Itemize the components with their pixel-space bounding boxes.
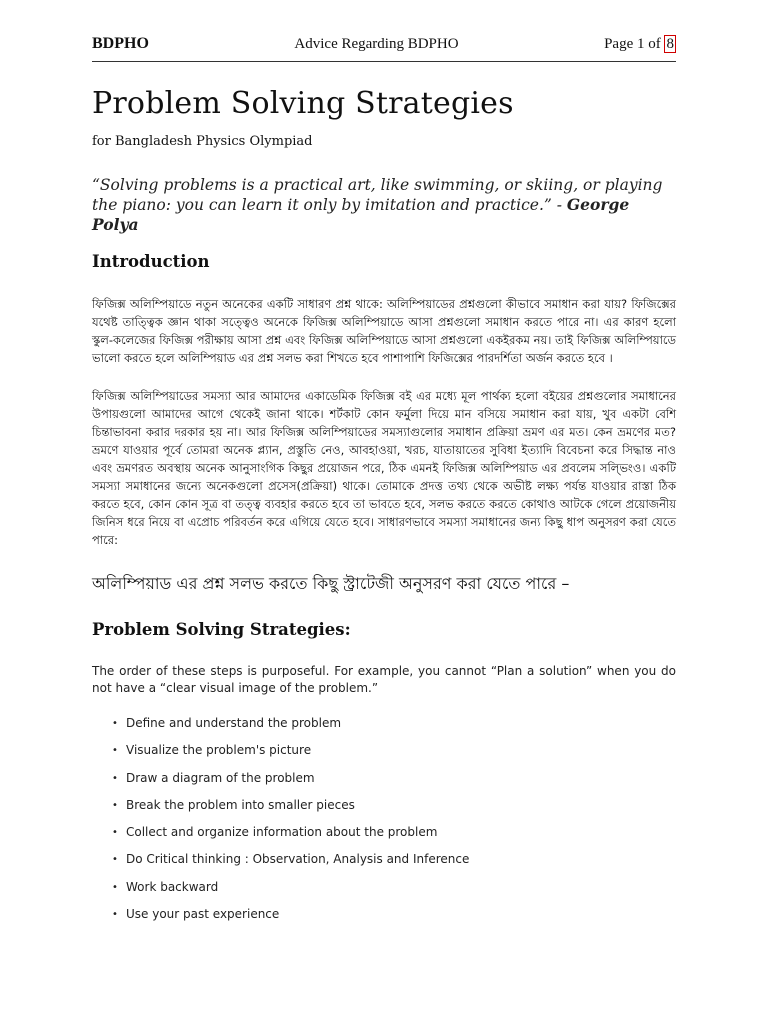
list-item-text: Define and understand the problem [126, 716, 342, 730]
bullet: • [112, 799, 118, 811]
list-item [112, 797, 469, 824]
introduction-heading: Introduction [92, 252, 210, 271]
bullet: • [112, 718, 118, 729]
list-item [112, 824, 469, 851]
document-subtitle: for Bangladesh Physics Olympiad [92, 134, 313, 149]
strategies-intro: The order of these steps is purposeful. For example, you cannot “Plan a solution” when you do not have a “clear visual image of the problem.” [92, 664, 676, 695]
bullet: • [112, 909, 118, 921]
strategies-heading: Problem Solving Strategies: [92, 620, 351, 639]
quote-author: George Polya [92, 195, 630, 234]
list-item-text: Break the problem into smaller pieces [126, 797, 355, 812]
strategy-list [112, 715, 469, 933]
bullet: • [112, 854, 118, 866]
page-indicator [604, 36, 676, 53]
page-header [92, 34, 676, 54]
bullet: • [112, 772, 118, 784]
list-item-text: Visualize the problem's picture [126, 743, 312, 758]
bullet: • [112, 881, 118, 893]
list-item-text: Do Critical thinking : Observation, Analysis and Inference [126, 852, 470, 867]
list-item [112, 906, 469, 933]
list-item [112, 715, 469, 742]
list-item [112, 742, 469, 769]
page-total: 8 [666, 35, 674, 52]
list-item-text: Use your past experience [126, 907, 280, 922]
list-item-text: Collect and organize information about the problem [126, 825, 438, 840]
epigraph-quote [92, 175, 676, 235]
header-brand: BDPHO [92, 35, 149, 52]
list-item-text: Draw a diagram of the problem [126, 770, 315, 785]
list-item [112, 851, 469, 878]
header-title: Advice Regarding BDPHO [294, 35, 459, 52]
bullet: • [112, 745, 118, 757]
list-item-text: Work backward [126, 879, 219, 894]
quote-text: “Solving problems is a practical art, like swimming, or skiing, or playing the piano: you can learn it only by imitation and practice.” - [92, 176, 663, 214]
introduction-paragraph-1: ফিজিক্স অলিম্পিয়াডে নতুন অনেকের একটি সাধারণ প্রশ্ন থাকে: অলিম্পিয়াডের প্রশ্নগুলো কীভাবে সমাধান করা যায়? ফিজিক্সের যথেষ্ট তাত্ত্বিক জ্ঞান থাকা সত্ত্বেও অনেকে ফিজিক্স অলিম্পিয়াডে আসা প্রশ্নগুলো সমাধান করতে পারে না। এর কারণ হলো স্কুল-কলেজের ফিজিক্স পরীক্ষায় আসা প্রশ্ন এবং ফিজিক্স অলিম্পিয়াডে আসা প্রশ্নগুলো একইরকম নয়। তাই ফিজিক্স অলিম্পিয়াডে ভালো করতে হলে অলিম্পিয়াড এর প্রশ্ন সলভ করা শিখতে হবে পাশাপাশি ফিজিক্সের পারদর্শিতা অর্জন করতে হবে । [92, 297, 676, 365]
page-indicator-prefix: Page 1 of [604, 35, 665, 52]
document-title: Problem Solving Strategies [92, 86, 514, 121]
header-divider [92, 61, 676, 62]
list-item [112, 770, 469, 797]
introduction-paragraph-2: ফিজিক্স অলিম্পিয়াডের সমস্যা আর আমাদের একাডেমিক ফিজিক্স বই এর মধ্যে মূল পার্থক্য হলো বইয়ের প্রশ্নগুলোর সমাধানের উপায়গুলো আমাদের আগে থেকেই জানা থাকে। শর্টকাট কোন ফর্মুলা দিয়ে মান বসিয়ে সমাধান করা যায়, খুব একটা বেশি চিন্তাভাবনা করার দরকার হয় না। আর ফিজিক্স অলিম্পিয়াডের সমস্যাগুলোর সমাধান প্রক্রিয়া ভ্রমণ এর মত। কেন ভ্রমণের মত? ভ্রমণে যাওয়ার পূর্বে তোমরা অনেক প্ল্যান, প্রস্তুতি নেও, আবহাওয়া, খরচ, যাতায়াতের সুবিধা ইত্যাদি বিবেচনা করে সিদ্ধান্ত নাও এবং ভ্রমণরত অবস্থায় অনেক আনুসাংগিক কিছুর প্রয়োজন পরে, ঠিক এমনই ফিজিক্স অলিম্পিয়াড এর প্রবলেম সল্ভিংও। একটি সমস্যা সমাধানের জন্যে অনেকগুলো প্রসেস(প্রক্রিয়া) থাকে। তোমাকে প্রদত্ত তথ্য থেকে অভীষ্ট লক্ষ্য পর্যন্ত যাওয়ার রাস্তা ঠিক করতে হবে, কোন কোন সূত্র বা তত্ত্ব ব্যবহার করতে হবে তা ভাবতে হবে, সলভ করতে করতে কোথাও আটকে গেলে প্রয়োজনীয় জিনিস ধরে নিয়ে বা এপ্রোচ পরিবর্তন করে এগিয়ে যেতে হবে। সাধারণভাবে সমস্যা সমাধানের জন্য কিছু ধাপ অনুসরণ করা যেতে পারে: [92, 389, 676, 547]
strategy-lead-heading: অলিম্পিয়াড এর প্রশ্ন সলভ করতে কিছু স্ট্রাটেজী অনুসরণ করা যেতে পারে – [92, 574, 570, 593]
list-item [112, 879, 469, 906]
bullet: • [112, 827, 118, 839]
